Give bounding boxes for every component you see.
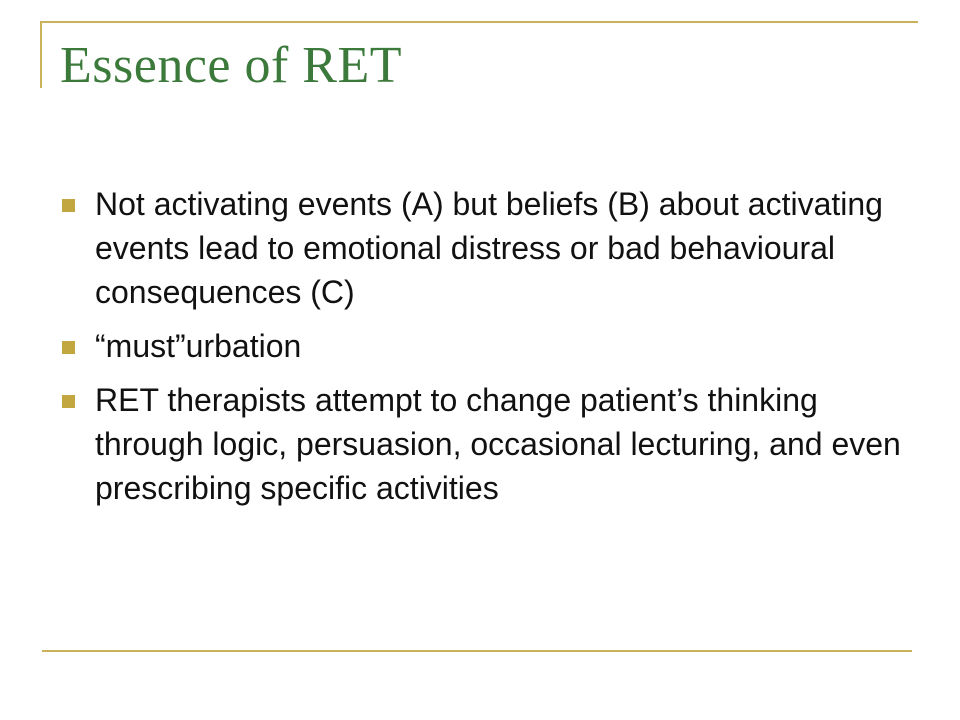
- bullet-item: [62, 324, 922, 368]
- bullet-item: [62, 378, 922, 510]
- bottom-accent-rule: [42, 650, 912, 652]
- top-accent-rule: [40, 21, 918, 23]
- bullet-text: “must”urbation: [95, 328, 302, 364]
- left-accent-rule: [40, 21, 42, 88]
- bullet-list: [62, 182, 922, 520]
- square-bullet-icon: [62, 395, 75, 408]
- bullet-item: [62, 182, 922, 314]
- bullet-text: Not activating events (A) but beliefs (B) about activating events lead to emotional distress or bad behavioural consequences (C): [95, 186, 883, 310]
- bullet-text: RET therapists attempt to change patient’s thinking through logic, persuasion, occasional lecturing, and even prescribing specific activities: [95, 382, 901, 506]
- square-bullet-icon: [62, 199, 75, 212]
- slide-title: Essence of RET: [60, 37, 403, 94]
- square-bullet-icon: [62, 341, 75, 354]
